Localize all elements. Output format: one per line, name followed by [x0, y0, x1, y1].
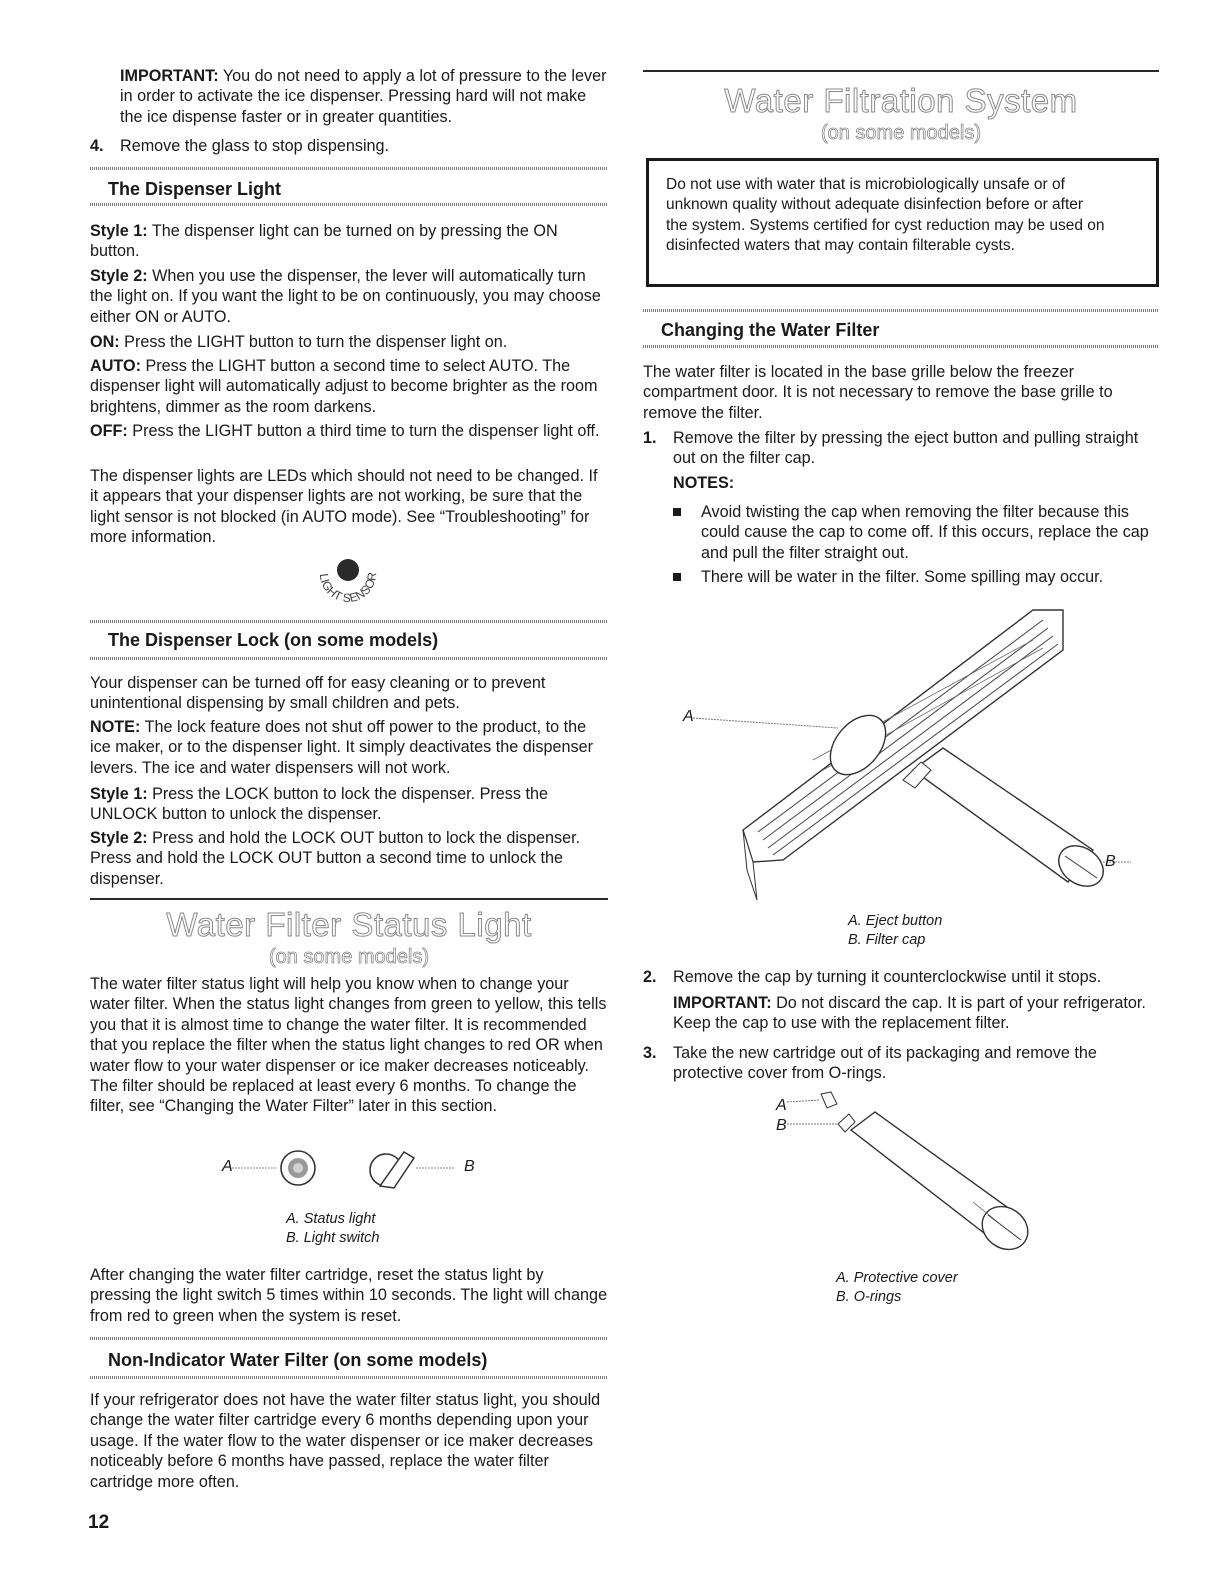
light-sensor-icon — [308, 548, 388, 612]
status-light-paragraph: The water filter status light will help you know when to change your water filter. When the status light changes from green to yellow, this tells you that it is almost time to change the water filter. It is recommended that you replace the filter when the status light changes to red OR when water flow to your water dispenser or ice maker decreases noticeably. The filter should be replaced at least every 6 months. To change the filter, see “Changing the Water Filter” later in this section. — [90, 975, 607, 1116]
hatch-divider — [90, 657, 608, 660]
status-reset-paragraph: After changing the water filter cartridge, reset the status light by pressing the light switch 5 times within 10 seconds. The light will change from red to green when the system is reset. — [90, 1266, 608, 1325]
warning-text: Do not use with water that is microbiologically unsafe or of unknown quality without adequate disinfection before or after the system. Systems certified for cyst reduction may be used on disinfected waters that may contain filterable cysts. — [666, 176, 1105, 255]
lock-style2-paragraph — [90, 828, 608, 889]
new-cartridge-figure — [783, 1090, 1053, 1260]
non-indicator-heading: Non-Indicator Water Filter (on some models) — [108, 1350, 488, 1370]
light-off-label: OFF: — [90, 422, 128, 440]
lock-note-text: The lock feature does not shut off power to the product, to the ice maker, or to the dispenser light. It simply deactivates the dispenser levers. The ice and water dispensers will not work. — [90, 718, 593, 777]
fig1-label-a: A — [683, 708, 694, 725]
section-rule — [90, 898, 608, 900]
step-2-number: 2. — [643, 968, 657, 986]
note-2-text: There will be water in the filter. Some spilling may occur. — [701, 568, 1104, 586]
status-light-figure — [210, 1146, 510, 1206]
light-auto-paragraph — [90, 356, 608, 417]
step-1-number: 1. — [643, 429, 657, 447]
lock-style1-label: Style 1: — [90, 785, 148, 803]
light-auto-label: AUTO: — [90, 357, 141, 375]
fig2-label-a: A — [776, 1097, 787, 1114]
changing-filter-heading: Changing the Water Filter — [661, 320, 880, 340]
fig2-caption-a: A. Protective cover — [836, 1270, 958, 1286]
status-label-a: A — [222, 1158, 233, 1175]
dispenser-light-heading: The Dispenser Light — [108, 179, 282, 199]
hatch-divider — [90, 203, 608, 206]
lock-style1-paragraph — [90, 784, 608, 825]
lock-style2-label: Style 2: — [90, 829, 148, 847]
light-on-label: ON: — [90, 333, 120, 351]
fig1-caption-b: B. Filter cap — [848, 932, 926, 948]
light-sensor-label: LIGHT SENSOR — [316, 571, 380, 606]
light-style2-label: Style 2: — [90, 267, 148, 285]
status-label-b: B — [464, 1158, 475, 1175]
lock-style1-text: Press the LOCK button to lock the dispenser. Press the UNLOCK button to unlock the dispenser. — [90, 785, 548, 824]
page-number: 12 — [88, 1512, 110, 1533]
step-4-text: Remove the glass to stop dispensing. — [120, 137, 390, 155]
status-caption-b: B. Light switch — [286, 1230, 380, 1246]
light-on-paragraph — [90, 332, 608, 352]
filtration-subtitle: (on some models) — [820, 122, 982, 144]
hatch-divider — [90, 1337, 608, 1340]
light-leds-paragraph: The dispenser lights are LEDs which should not need to be changed. If it appears that your dispenser lights are not working, be sure that the light sensor is not blocked (in AUTO mode). See “Troubleshooting” for more information. — [90, 467, 598, 547]
light-style1-text: The dispenser light can be turned on by pressing the ON button. — [90, 222, 558, 261]
fig1-label-b: B — [1105, 853, 1116, 870]
step-2-important-text: Do not discard the cap. It is part of your refrigerator. Keep the cap to use with the replacement filter. — [673, 994, 1146, 1033]
filtration-title: Water Filtration System — [724, 82, 1078, 119]
step-2-text: Remove the cap by turning it counterclockwise until it stops. — [673, 968, 1102, 986]
light-style2-text: When you use the dispenser, the lever will automatically turn the light on. If you want the light to be on continuously, you may choose either ON or AUTO. — [90, 267, 601, 326]
dispenser-lock-heading: The Dispenser Lock (on some models) — [108, 630, 439, 650]
hatch-divider — [643, 345, 1159, 348]
lock-note-label: NOTE: — [90, 718, 141, 736]
step-2-important-label: IMPORTANT: — [673, 994, 772, 1012]
light-auto-text: Press the LIGHT button a second time to select AUTO. The dispenser light will automatically adjust to become brighter as the room brightens, dimmer as the room darkens. — [90, 357, 598, 416]
bullet — [673, 573, 681, 581]
warning-box — [646, 158, 1159, 287]
hatch-divider — [90, 1376, 608, 1379]
note-1-text: Avoid twisting the cap when removing the filter because this could cause the cap to come off. If this occurs, replace the cap and pull the filter straight out. — [701, 503, 1149, 562]
hatch-divider — [90, 620, 608, 623]
hatch-divider — [90, 167, 608, 170]
status-light-subtitle: (on some models) — [268, 946, 430, 968]
important-label: IMPORTANT: — [120, 67, 219, 85]
changing-intro: The water filter is located in the base grille below the freezer compartment door. It is not necessary to remove the base grille to remove the filter. — [643, 363, 1113, 422]
important-paragraph — [120, 66, 610, 127]
hatch-divider — [643, 309, 1159, 312]
fig2-caption-b: B. O-rings — [836, 1289, 902, 1305]
bullet — [673, 508, 681, 516]
filter-removal-figure — [673, 600, 1143, 910]
notes-label: NOTES: — [673, 474, 735, 492]
light-style1-paragraph — [90, 221, 608, 262]
non-indicator-paragraph: If your refrigerator does not have the water filter status light, you should change the water filter cartridge every 6 months depending upon your usage. If the water flow to the water dispenser or ice maker decreases noticeably before 6 months have passed, replace the water filter cartridge more often. — [90, 1391, 601, 1491]
lock-intro: Your dispenser can be turned off for easy cleaning or to prevent unintentional dispensing by small children and pets. — [90, 674, 546, 713]
important-text: You do not need to apply a lot of pressure to the lever in order to activate the ice dispenser. Pressing hard will not make the ice dispense faster or in greater quantities. — [120, 67, 607, 126]
lock-style2-text: Press and hold the LOCK OUT button to lock the dispenser. Press and hold the LOCK OUT button a second time to unlock the dispenser. — [90, 829, 581, 888]
fig2-label-b: B — [776, 1117, 787, 1134]
step-3-number: 3. — [643, 1044, 657, 1062]
light-off-paragraph — [90, 421, 608, 441]
step-3-text: Take the new cartridge out of its packaging and remove the protective cover from O-rings. — [673, 1044, 1097, 1083]
status-caption-a: A. Status light — [286, 1211, 376, 1227]
light-style2-paragraph — [90, 266, 608, 327]
light-off-text: Press the LIGHT button a third time to turn the dispenser light off. — [132, 422, 600, 440]
light-on-text: Press the LIGHT button to turn the dispenser light on. — [124, 333, 508, 351]
light-style1-label: Style 1: — [90, 222, 148, 240]
step-1-text: Remove the filter by pressing the eject button and pulling straight out on the filter cap. — [673, 429, 1139, 468]
section-rule — [643, 70, 1159, 72]
lock-note-paragraph — [90, 717, 608, 778]
step-2-important-paragraph — [673, 993, 1159, 1034]
fig1-caption-a: A. Eject button — [848, 913, 943, 929]
step-4-number: 4. — [90, 137, 104, 155]
status-light-title: Water Filter Status Light — [166, 906, 532, 943]
